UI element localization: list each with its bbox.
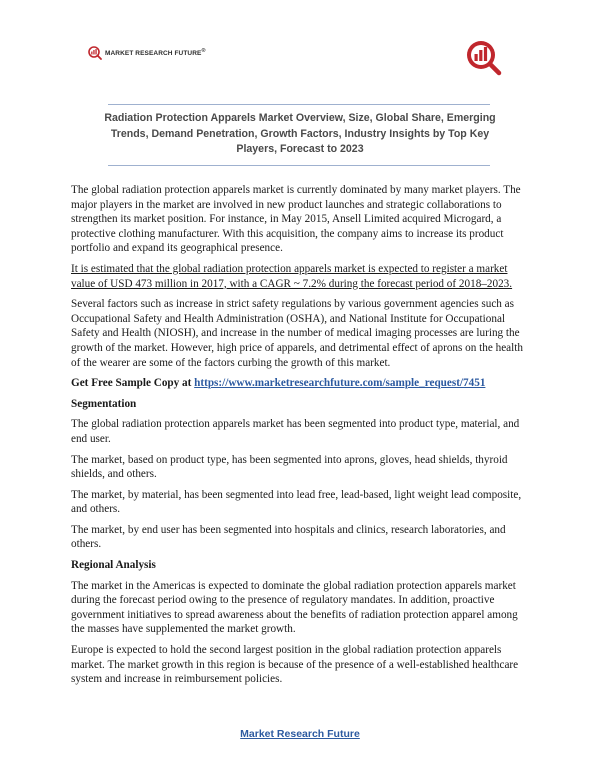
registered-mark: ®: [201, 48, 206, 55]
regional-analysis-heading: Regional Analysis: [71, 559, 156, 572]
sample-request-link[interactable]: https://www.marketresearchfuture.com/sample_request/7451: [194, 377, 486, 390]
market-value-paragraph: It is estimated that the global radiation protection apparels market is expected to register a market value of USD 473 million in 2017, with a CAGR ~ 7.2% during the forecast period of 2018–2023.: [71, 262, 513, 290]
magnifier-chart-icon: [463, 37, 503, 77]
sample-copy-label: Get Free Sample Copy at: [71, 377, 195, 390]
brand-emblem: [463, 37, 503, 82]
segmentation-paragraph: The global radiation protection apparels market has been segmented into product type, material, and end user.: [71, 418, 520, 445]
segmentation-paragraph: The market, based on product type, has been segmented into aprons, gloves, head shields, thyroid shields, and others.: [71, 453, 508, 481]
footer-link[interactable]: Market Research Future: [240, 728, 360, 740]
growth-factors-paragraph: Several factors such as increase in strict safety regulations by various government agencies such as Occupational Safety and Health Administration (OSHA), and National Institute for Occupational Safety and Health (NIOSH), and increase in the number of medical imaging processes are luring the growth of the market. However, high price of apparels, and detrimental effect of aprons on the health of the wearer are some of the factors curbing the growth of this market.: [71, 298, 523, 369]
regional-paragraph: The market in the Americas is expected to dominate the global radiation protection apparels market during the forecast period owing to the presence of regulatory mandates. In addition, proactive government initiatives to spread awareness about the benefits of radiation protection apparel among the masses have supplemented the market growth.: [71, 579, 518, 636]
document-title: Radiation Protection Apparels Market Overview, Size, Global Share, Emerging Trends, Demand Penetration, Growth Factors, Industry Insights by Top Key Players, Forecast to 2023: [104, 112, 496, 155]
regional-paragraph: Europe is expected to hold the second largest position in the global radiation protection apparels market. The market growth in this region is because of the presence of a well-established healthcare system and increase in reimbursement policies.: [71, 644, 519, 686]
page-footer: [0, 728, 600, 740]
brand-logo-icon: [88, 46, 102, 60]
document-body: [71, 183, 533, 693]
brand-name: MARKET RESEARCH FUTURE®: [105, 48, 206, 58]
title-bottom-rule: [108, 165, 490, 166]
segmentation-heading: Segmentation: [71, 397, 137, 410]
title-top-rule: [108, 104, 490, 105]
segmentation-paragraph: The market, by end user has been segmented into hospitals and clinics, research laboratories, and others.: [71, 523, 506, 551]
brand-logo[interactable]: [88, 46, 206, 60]
intro-paragraph: The global radiation protection apparels market is currently dominated by many market players. The major players in the market are involved in new product launches and strategic collaborations to strengthen its market position. For instance, in May 2015, Ansell Limited acquired Microgard, a protective clothing manufacturer. With this acquisition, the company aims to increase its product portfolio and expand its geographical presence.: [71, 184, 521, 255]
page-header: [0, 0, 600, 100]
sample-copy-line: [71, 376, 533, 391]
segmentation-paragraph: The market, by material, has been segmented into lead free, lead-based, light weight lead composite, and others.: [71, 488, 522, 516]
